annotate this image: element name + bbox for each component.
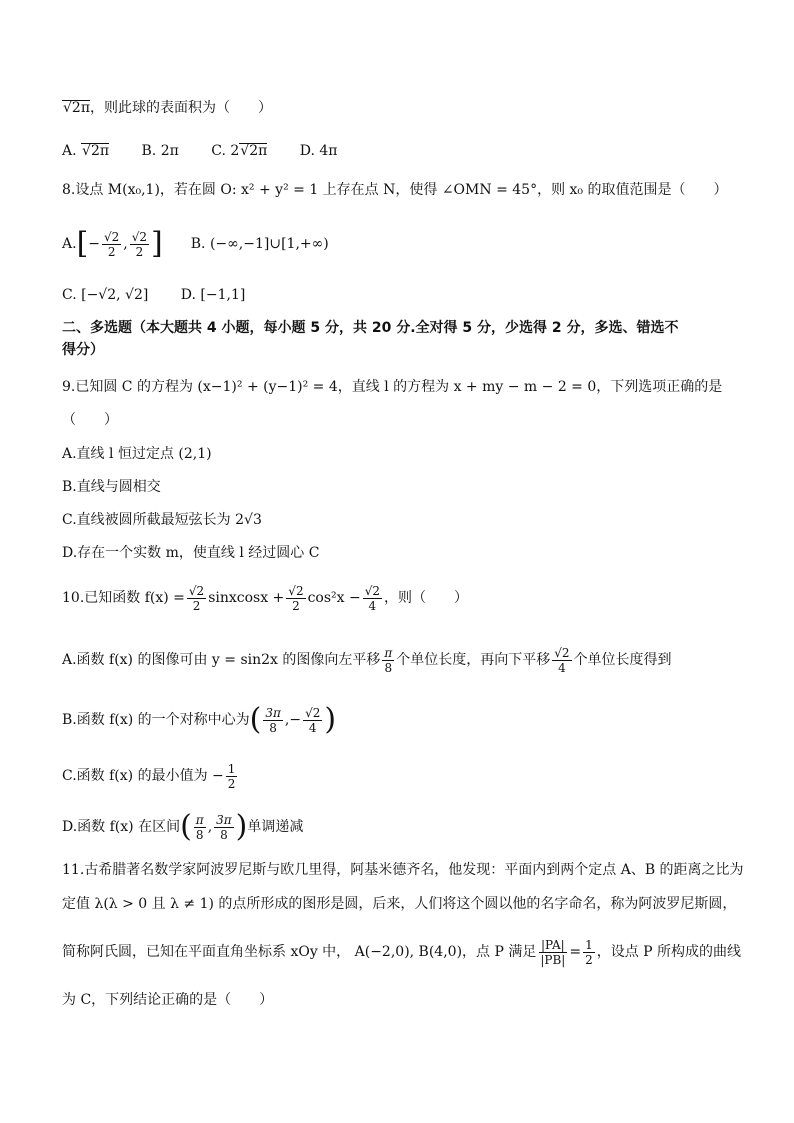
frac-den: 8 — [384, 660, 393, 675]
q9-stem: 9.已知圆 C 的方程为 (x−1)² + (y−1)² = 4，直线 l 的方程为 x + my − m − 2 = 0，下列选项正确的是 — [62, 379, 723, 395]
frac-den: 2 — [227, 776, 236, 791]
q11-line2: 定值 λ(λ > 0 且 λ ≠ 1) 的点所形成的图形是圆，后来，人们将这个圆以他的名字命名，称为阿波罗尼斯圆， — [62, 896, 737, 912]
q8-options-ab — [62, 222, 329, 266]
frac-den: 8 — [195, 827, 204, 842]
left-paren: ( — [249, 702, 262, 737]
q7-c-value: √ 2π — [239, 143, 267, 158]
left-paren: ( — [180, 809, 192, 844]
comma: , — [284, 712, 290, 728]
frac-den: 4 — [308, 720, 317, 735]
q7-a-value: √ 2π — [81, 143, 109, 158]
q9-paren: （ ） — [62, 412, 118, 428]
frac-num: π — [384, 645, 393, 660]
q7-option-b: B. 2π — [141, 143, 179, 159]
frac-num: π — [195, 812, 204, 827]
sqrt-2pi: √ 2π — [62, 100, 90, 115]
frac-num: 3π — [265, 705, 281, 720]
frac-3pi-8b — [214, 813, 234, 842]
q8-a-frac-2 — [130, 230, 149, 259]
q7-a-label: A. — [62, 143, 82, 159]
frac-pa-pb — [538, 938, 567, 967]
q10-a-mid: 个单位长度，再向下平移 — [396, 652, 551, 668]
equals-sign: = — [569, 944, 582, 960]
minus-sign: − — [289, 712, 302, 728]
q10-stem-pre: 10.已知函数 f(x) = — [62, 590, 185, 606]
q10-a-post: 个单位长度得到 — [573, 652, 672, 668]
frac-num: |PA| — [540, 937, 565, 952]
frac-pi-8 — [382, 646, 394, 675]
q7-option-d: D. 4π — [299, 143, 338, 159]
frac-3pi-8 — [263, 706, 283, 735]
q10-stem — [62, 578, 468, 618]
frac-den: 2 — [292, 598, 300, 613]
q8-stem: 8.设点 M(x₀,1)，若在圆 O: x² + y² = 1 上存在点 N，使得 ∠OMN = 45°，则 x₀ 的取值范围是（ ） — [62, 182, 728, 198]
q9-option-d: D.存在一个实数 m，使直线 l 经过圆心 C — [62, 545, 320, 561]
q8-options-cd — [62, 285, 273, 305]
q8-option-c: C. [−√2, √2] — [62, 287, 149, 303]
q10-c-pre: C.函数 f(x) 的最小值为 − — [62, 768, 224, 784]
section-heading-line2: 得分） — [62, 342, 104, 358]
frac-num: 1 — [585, 937, 593, 952]
q8-a-label: A. — [62, 236, 77, 252]
frac-num: 1 — [227, 761, 236, 776]
q10-stem-mid1: sinxcosx + — [208, 590, 285, 606]
comma: , — [123, 236, 128, 252]
frac-r2-2b — [286, 584, 305, 613]
q10-b-pre: B.函数 f(x) 的一个对称中心为 — [62, 712, 250, 728]
q11-line4: 为 C，下列结论正确的是（ ） — [62, 992, 274, 1008]
frac-den: 4 — [368, 598, 377, 613]
q7-options — [62, 141, 366, 161]
frac-r2-4c — [552, 646, 571, 675]
q9-option-c: C.直线被圆所截最短弦长为 2√3 — [62, 512, 262, 528]
q11-line3-post: ，设点 P 所构成的曲线 — [596, 944, 742, 960]
q10-option-d — [62, 805, 303, 849]
frac-r2-2 — [187, 584, 206, 613]
frac-num: √2 — [364, 583, 381, 598]
q10-d-pre: D.函数 f(x) 在区间 — [62, 819, 181, 835]
q11-line3 — [62, 930, 741, 974]
left-bracket: [ — [76, 226, 89, 261]
frac-den: 2 — [192, 598, 201, 613]
frac-num: √2 — [131, 229, 148, 244]
frac-num: 3π — [216, 812, 232, 827]
q10-d-post: 单调递减 — [247, 819, 304, 835]
section-heading-line1: 二、多选题（本大题共 4 小题，每小题 5 分，共 20 分.全对得 5 分，少选得 2 分，多选、错选不 — [62, 320, 679, 336]
q11-line1: 11.古希腊著名数学家阿波罗尼斯与欧几里得，阿基米德齐名，他发现：平面内到两个定点 A、B 的距离之比为 — [62, 862, 744, 878]
frac-den: 2 — [585, 952, 593, 967]
q9-option-b: B.直线与圆相交 — [62, 479, 161, 495]
q10-a-pre: A.函数 f(x) 的图像可由 y = sin2x 的图像向左平移 — [62, 652, 381, 668]
q7-option-a — [62, 141, 109, 161]
q10-stem-mid2: cos²x − — [307, 590, 361, 606]
frac-pi-8b — [194, 813, 206, 842]
frac-num: √2 — [288, 583, 304, 598]
frac-num: √2 — [554, 645, 570, 660]
q8-option-d: D. [−1,1] — [180, 287, 246, 303]
q10-option-c — [62, 756, 239, 796]
frac-1-2 — [226, 762, 238, 791]
frac-den: |PB| — [540, 952, 566, 967]
frac-num: √2 — [104, 229, 120, 244]
frac-num: √2 — [305, 705, 321, 720]
right-bracket: ] — [151, 226, 163, 261]
frac-den: 4 — [558, 660, 566, 675]
q10-stem-post: ，则（ ） — [384, 590, 469, 606]
right-paren: ) — [235, 809, 248, 844]
frac-den: 8 — [269, 720, 277, 735]
frac-r2-4d — [303, 706, 322, 735]
comma: , — [207, 819, 213, 835]
frac-r2-4 — [363, 584, 382, 613]
minus-sign: − — [88, 236, 101, 252]
q9-option-a: A.直线 l 恒过定点 (2,1) — [62, 446, 212, 462]
q7-c-label: C. 2 — [211, 143, 240, 159]
frac-num: √2 — [188, 583, 205, 598]
q7-continuation — [62, 98, 272, 118]
q8-option-b: B. (−∞,−1]∪[1,+∞) — [190, 236, 329, 252]
frac-den: 2 — [135, 244, 144, 259]
q10-option-b — [62, 698, 336, 742]
frac-den: 2 — [107, 244, 116, 259]
q8-a-frac-1 — [102, 230, 121, 259]
q7-stem-tail: ，则此球的表面积为（ ） — [90, 100, 273, 116]
q10-option-a — [62, 640, 672, 680]
q11-line3-pre: 简称阿氏圆，已知在平面直角坐标系 xOy 中， A(−2,0), B(4,0)，点 P 满足 — [62, 944, 537, 960]
q7-option-c — [211, 141, 267, 161]
frac-1-2b — [583, 938, 595, 967]
right-paren: ) — [324, 702, 337, 737]
frac-den: 8 — [220, 827, 228, 842]
